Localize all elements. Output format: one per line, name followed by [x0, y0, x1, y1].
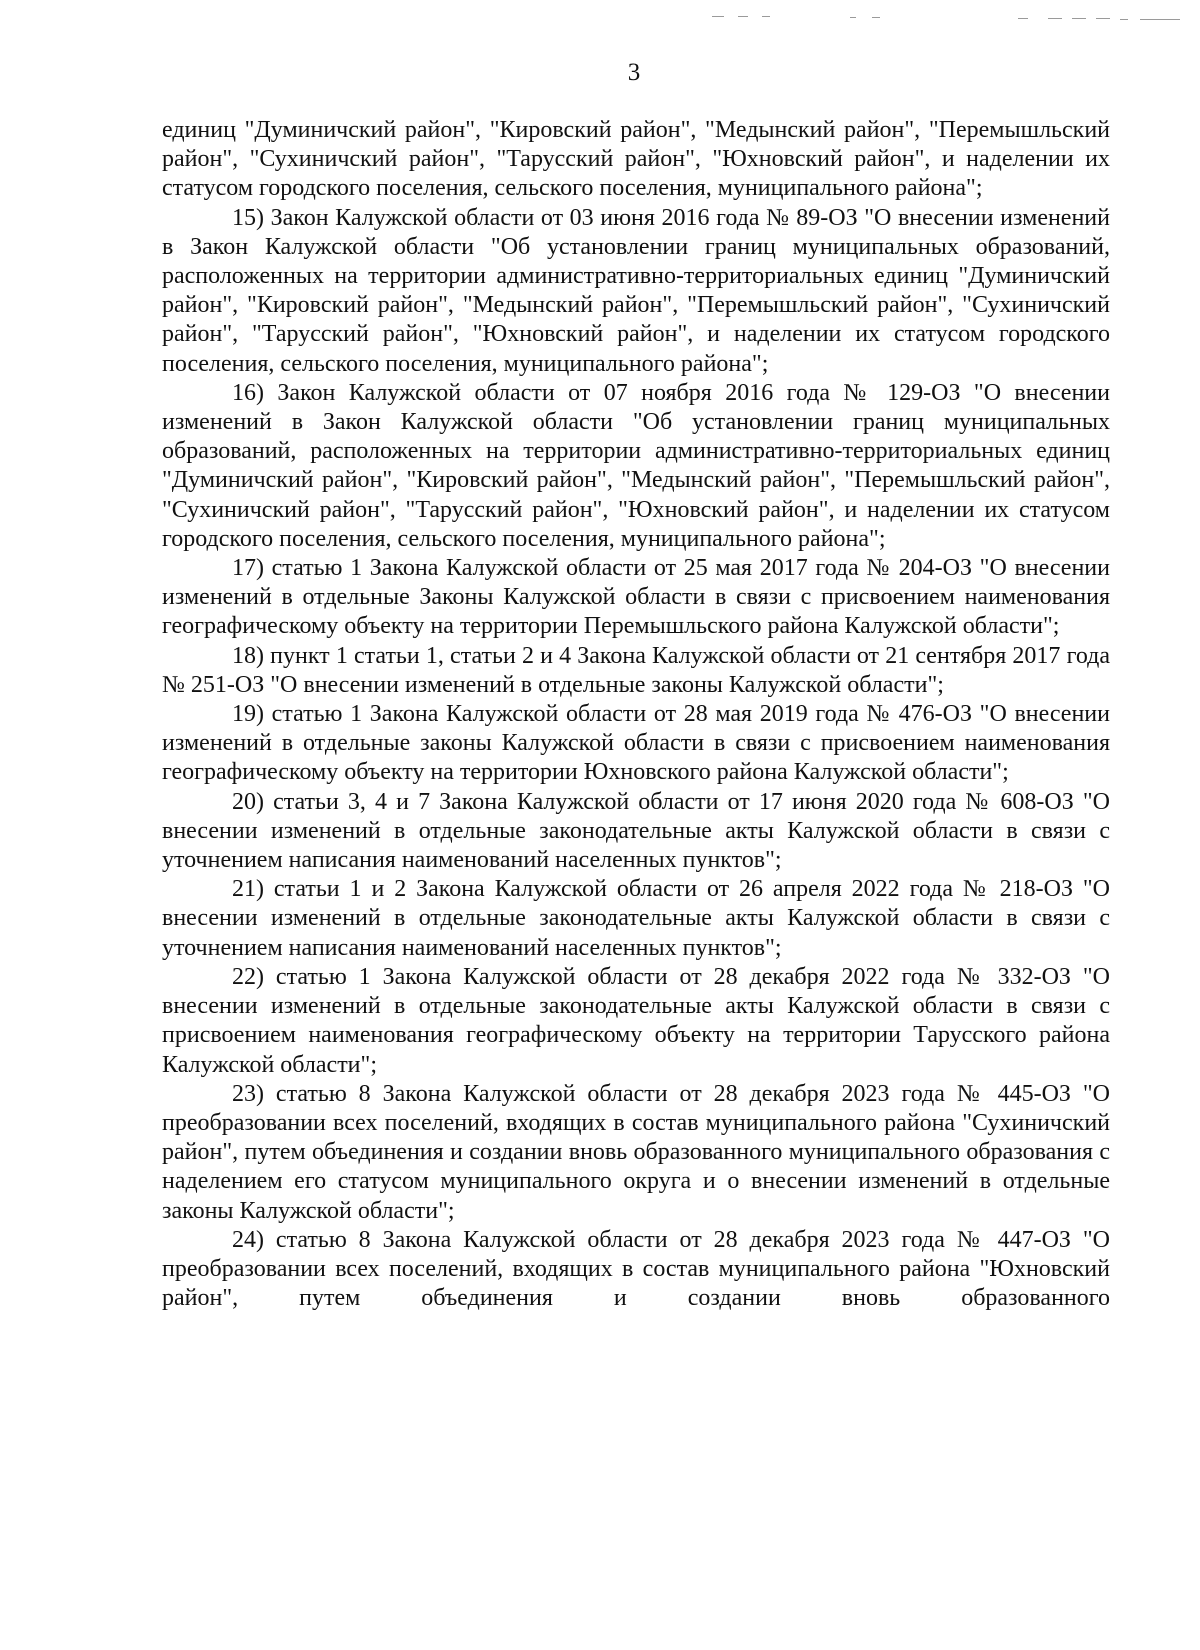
list-item-22: 22) статью 1 Закона Калужской области от 28 декабря 2022 года № 332-ОЗ "О внесении изменений в отдельные законодательные акты Калужской области в связи с присвоением наименования географическому объекту на территории Тарусского района Калужской области";	[162, 963, 1110, 1078]
scan-artifact-mark	[738, 16, 748, 17]
document-body	[162, 116, 1110, 1313]
list-item-20: 20) статьи 3, 4 и 7 Закона Калужской области от 17 июня 2020 года № 608-ОЗ "О внесении изменений в отдельные законодательные акты Калужской области в связи с уточнением написания наименований населенных пунктов";	[162, 788, 1110, 874]
list-item-15: 15) Закон Калужской области от 03 июня 2016 года № 89-ОЗ "О внесении изменений в Закон Калужской области "Об установлении границ муниципальных образований, расположенных на территории административно-территориальных единиц "Думиничский район", "Кировский район", "Медынский район", "Перемышльский район", "Сухиничский район", "Тарусский район", "Юхновский район", и наделении их статусом городского поселения, сельского поселения, муниципального района";	[162, 204, 1110, 377]
scan-artifact-mark	[762, 16, 770, 17]
scan-artifact-mark	[1120, 19, 1128, 20]
scan-artifact-mark	[1048, 18, 1062, 19]
list-item-16: 16) Закон Калужской области от 07 ноября 2016 года № 129-ОЗ "О внесении изменений в Закон Калужской области "Об установлении границ муниципальных образований, расположенных на территории административно-территориальных единиц "Думиничский район", "Кировский район", "Медынский район", "Перемышльский район", "Сухиничский район", "Тарусский район", "Юхновский район", и наделении их статусом городского поселения, сельского поселения, муниципального района";	[162, 379, 1110, 552]
list-item-23: 23) статью 8 Закона Калужской области от 28 декабря 2023 года № 445-ОЗ "О преобразовании всех поселений, входящих в состав муниципального района "Сухиничский район", путем объединения и создании вновь образованного муниципального образования с наделением его статусом муниципального округа и о внесении изменений в отдельные законы Калужской области";	[162, 1080, 1110, 1224]
page-number: 3	[627, 59, 641, 86]
scan-artifact-mark	[872, 17, 880, 18]
paragraph-continued: единиц "Думиничский район", "Кировский район", "Медынский район", "Перемышльский район", "Сухиничский район", "Тарусский район", "Юхновский район", и наделении их статусом городского поселения, сельского поселения, муниципального района";	[162, 117, 1110, 202]
scan-artifact-mark	[712, 16, 724, 17]
list-item-21: 21) статьи 1 и 2 Закона Калужской области от 26 апреля 2022 года № 218-ОЗ "О внесении изменений в отдельные законодательные акты Калужской области в связи с уточнением написания наименований населенных пунктов";	[162, 876, 1110, 961]
scan-artifact-mark	[1140, 19, 1180, 20]
scan-artifact-mark	[1096, 18, 1110, 19]
scan-artifact-mark	[1072, 18, 1086, 19]
list-item-17: 17) статью 1 Закона Калужской области от 25 мая 2017 года № 204-ОЗ "О внесении изменений в отдельные Законы Калужской области в связи с присвоением наименования географическому объекту на территории Перемышльского района Калужской области";	[162, 555, 1110, 640]
scan-artifact-mark	[850, 17, 856, 18]
list-item-18: 18) пункт 1 статьи 1, статьи 2 и 4 Закона Калужской области от 21 сентября 2017 года № 251-ОЗ "О внесении изменений в отдельные законы Калужской области";	[162, 642, 1110, 698]
list-item-19: 19) статью 1 Закона Калужской области от 28 мая 2019 года № 476-ОЗ "О внесении изменений в отдельные законы Калужской области в связи с присвоением наименования географическому объекту на территории Юхновского района Калужской области";	[162, 701, 1110, 786]
list-item-24: 24) статью 8 Закона Калужской области от 28 декабря 2023 года № 447-ОЗ "О преобразовании всех поселений, входящих в состав муниципального района "Юхновский район", путем объединения и создании вновь образованного	[162, 1226, 1110, 1312]
scan-artifact-mark	[1018, 18, 1028, 19]
